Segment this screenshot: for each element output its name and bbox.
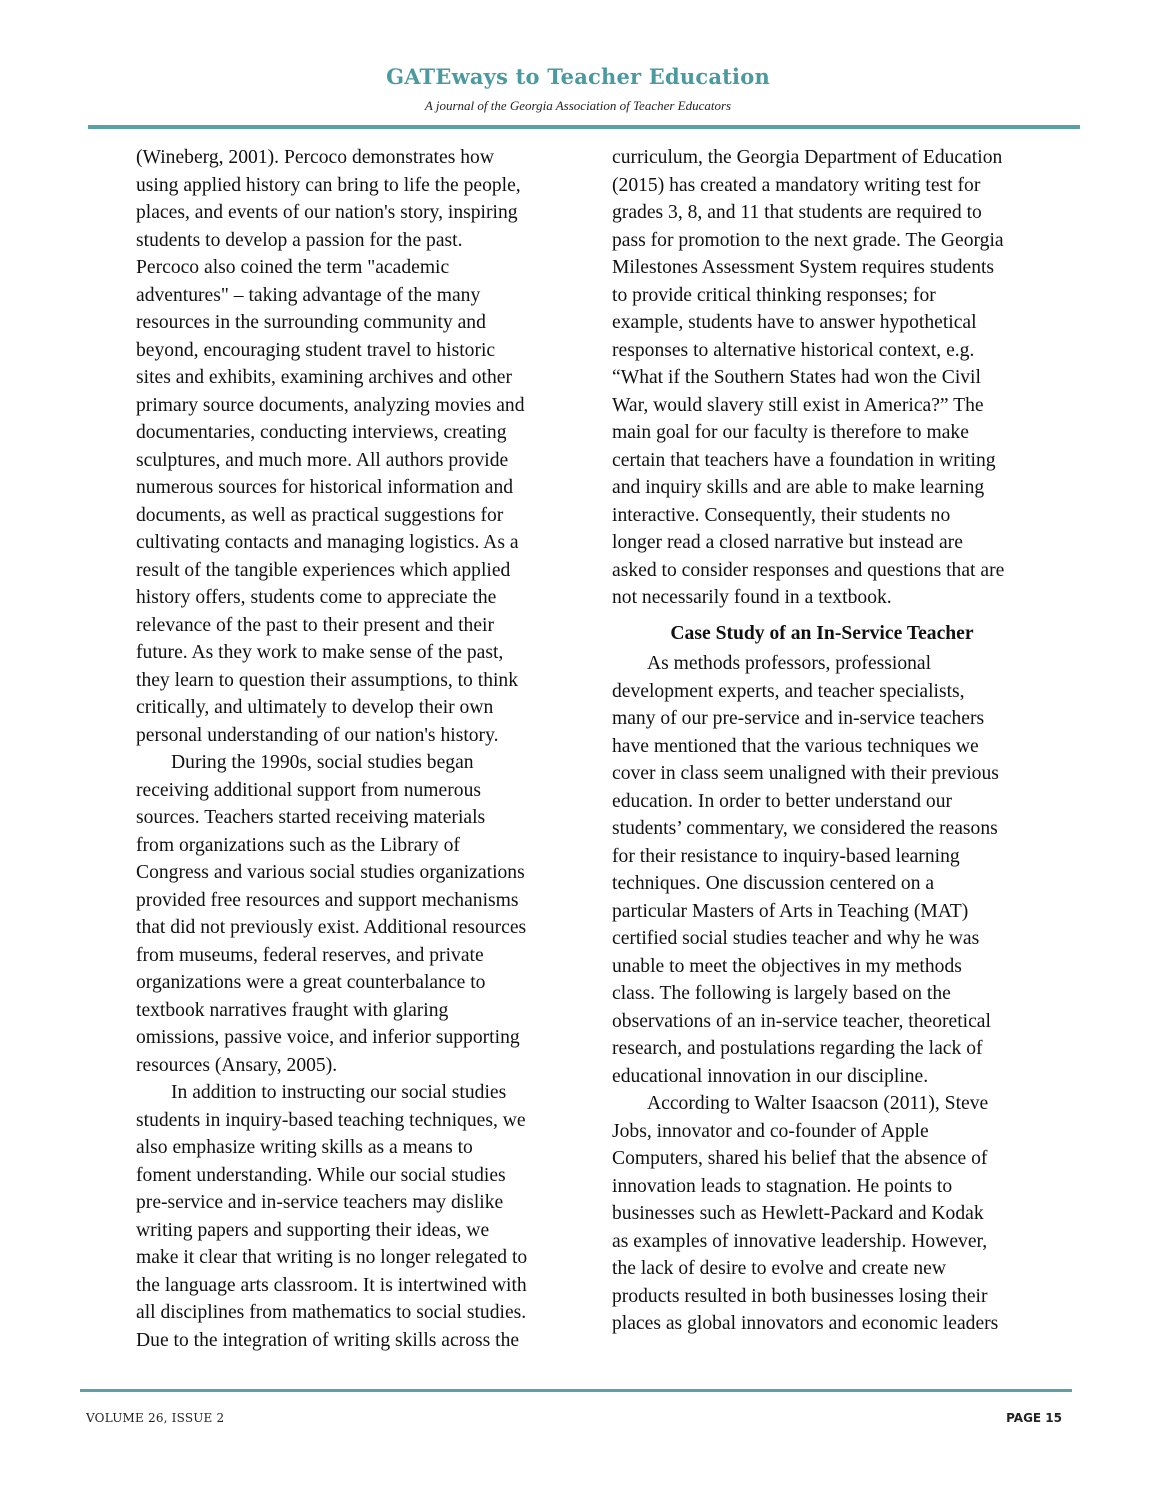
text-line: longer read a closed narrative but instead are [612, 532, 963, 553]
text-line: critically, and ultimately to develop their own [136, 697, 494, 718]
text-line: sites and exhibits, examining archives and other [136, 367, 512, 388]
text-line: grades 3, 8, and 11 that students are required to [612, 202, 982, 223]
text-line: sources. Teachers started receiving materials [136, 807, 486, 828]
text-line: responses to alternative historical context, e.g. [612, 339, 975, 361]
text-line: observations of an in-service teacher, theoretical [612, 1010, 991, 1032]
text-line: relevance of the past to their present and their [136, 614, 494, 636]
text-line: Congress and various social studies organizations [136, 862, 525, 883]
text-line: many of our pre-service and in-service teachers [612, 708, 985, 729]
text-line: students to develop a passion for the past. [136, 229, 463, 251]
text-line: educational innovation in our discipline. [612, 1065, 929, 1087]
text-line: future. As they work to make sense of the past, [136, 642, 504, 663]
text-line: organizations were a great counterbalance to [136, 972, 486, 993]
text-line: adventures" – taking advantage of the many [136, 284, 481, 306]
text-line: education. In order to better understand our [612, 790, 953, 812]
text-line: for their resistance to inquiry-based learning [612, 845, 960, 867]
text-line: documents, as well as practical suggestions for [136, 504, 504, 526]
text-line: Computers, shared his belief that the absence of [612, 1148, 988, 1169]
section-heading: Case Study of an In-Service Teacher [670, 622, 974, 644]
text-line: that did not previously exist. Additional resources [136, 917, 527, 938]
text-line: sculptures, and much more. All authors provide [136, 449, 509, 471]
text-line: “What if the Southern States had won the Civil [612, 367, 981, 388]
right-paragraph-3 [612, 1090, 1032, 1338]
text-line: pre-service and in-service teachers may dislike [136, 1192, 504, 1213]
text-line: primary source documents, analyzing movies and [136, 394, 525, 416]
text-line: to provide critical thinking responses; for [612, 284, 936, 306]
text-line: using applied history can bring to life the people, [136, 174, 521, 196]
text-line: businesses such as Hewlett-Packard and Kodak [612, 1203, 984, 1224]
right-paragraph-1 [612, 144, 1032, 612]
text-line: textbook narratives fraught with glaring [136, 999, 449, 1021]
text-line: and inquiry skills and are able to make learning [612, 477, 985, 498]
right-column [612, 144, 1032, 1338]
text-line: writing papers and supporting their ideas, we [136, 1219, 490, 1241]
journal-subtitle: A journal of the Georgia Association of Teacher Educators [424, 98, 732, 113]
text-line: unable to meet the objectives in my methods [612, 955, 962, 977]
text-line: result of the tangible experiences which applied [136, 559, 511, 581]
text-line: receiving additional support from numerous [136, 779, 481, 801]
text-line: resources in the surrounding community and [136, 312, 486, 333]
text-line: numerous sources for historical information and [136, 477, 514, 498]
text-line: innovation leads to stagnation. He points to [612, 1175, 953, 1197]
text-line: As methods professors, professional [647, 653, 932, 674]
text-line: Percoco also coined the term "academic [136, 257, 450, 278]
page-number: PAGE 15 [1006, 1411, 1062, 1425]
left-paragraph-1 [136, 144, 556, 749]
text-line: Milestones Assessment System requires students [612, 257, 995, 278]
left-paragraph-2 [136, 749, 556, 1079]
footer-divider [80, 1389, 1072, 1392]
text-line: the language arts classroom. It is intertwined with [136, 1274, 527, 1296]
text-line: techniques. One discussion centered on a [612, 873, 935, 894]
header-divider [88, 125, 1080, 129]
text-line: According to Walter Isaacson (2011), Steve [647, 1093, 989, 1114]
text-line: resources (Ansary, 2005). [136, 1054, 338, 1076]
text-line: War, would slavery still exist in America?” The [612, 394, 984, 416]
text-line: from museums, federal reserves, and private [136, 944, 484, 966]
text-line: provided free resources and support mechanisms [136, 889, 519, 911]
text-line: students in inquiry-based teaching techniques, we [136, 1109, 526, 1131]
text-line: class. The following is largely based on the [612, 983, 951, 1004]
text-line: example, students have to answer hypothetical [612, 312, 977, 333]
text-line: During the 1990s, social studies began [171, 752, 474, 773]
text-line: particular Masters of Arts in Teaching (MAT) [612, 900, 969, 922]
text-line: places, and events of our nation's story, inspiring [136, 202, 518, 223]
text-line: make it clear that writing is no longer relegated to [136, 1247, 528, 1268]
text-line: certified social studies teacher and why he was [612, 928, 980, 949]
text-line: In addition to instructing our social studies [171, 1082, 507, 1103]
text-line: omissions, passive voice, and inferior supporting [136, 1027, 520, 1048]
left-paragraph-3 [136, 1079, 556, 1354]
text-line: beyond, encouraging student travel to historic [136, 339, 496, 361]
text-line: they learn to question their assumptions, to think [136, 669, 519, 691]
text-line: places as global innovators and economic leaders [612, 1313, 999, 1334]
text-line: main goal for our faculty is therefore to make [612, 422, 969, 443]
text-line: pass for promotion to the next grade. The Georgia [612, 229, 1004, 251]
text-line: from organizations such as the Library of [136, 834, 460, 856]
text-line: (Wineberg, 2001). Percoco demonstrates how [136, 147, 494, 168]
text-line: have mentioned that the various techniques we [612, 735, 979, 757]
journal-title: GATEways to Teacher Education [386, 64, 770, 89]
text-line: foment understanding. While our social studies [136, 1164, 506, 1186]
text-line: asked to consider responses and questions that are [612, 559, 1005, 581]
text-line: interactive. Consequently, their students no [612, 504, 951, 526]
text-line: also emphasize writing skills as a means to [136, 1137, 473, 1158]
text-line: not necessarily found in a textbook. [612, 587, 892, 608]
text-line: products resulted in both businesses losing their [612, 1285, 988, 1307]
text-line: Due to the integration of writing skills across the [136, 1329, 520, 1351]
text-line: students’ commentary, we considered the reasons [612, 818, 998, 839]
text-line: curriculum, the Georgia Department of Education [612, 147, 1003, 168]
right-paragraph-2 [612, 650, 1032, 1090]
text-line: Jobs, innovator and co-founder of Apple [612, 1120, 929, 1142]
text-line: cover in class seem unaligned with their previous [612, 763, 999, 784]
text-line: research, and postulations regarding the lack of [612, 1038, 983, 1059]
text-line: as examples of innovative leadership. However, [612, 1230, 988, 1252]
text-line: (2015) has created a mandatory writing test for [612, 174, 981, 196]
text-line: cultivating contacts and managing logistics. As a [136, 532, 519, 553]
text-line: development experts, and teacher specialists, [612, 680, 965, 702]
text-line: the lack of desire to evolve and create new [612, 1258, 947, 1279]
text-line: all disciplines from mathematics to social studies. [136, 1302, 527, 1323]
text-line: personal understanding of our nation's history. [136, 724, 499, 746]
text-line: certain that teachers have a foundation in writing [612, 449, 996, 471]
text-line: history offers, students come to appreciate the [136, 587, 497, 608]
text-line: documentaries, conducting interviews, creating [136, 422, 507, 443]
volume-label: VOLUME 26, ISSUE 2 [86, 1411, 225, 1425]
left-column [136, 144, 556, 1354]
